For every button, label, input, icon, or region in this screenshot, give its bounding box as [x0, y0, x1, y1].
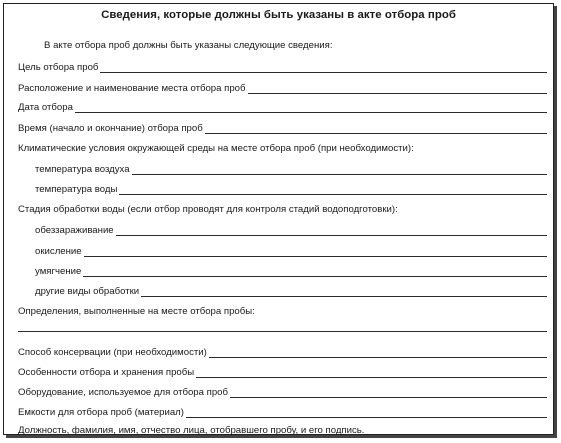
time-label: Время (начало и окончание) отбора проб	[18, 123, 203, 134]
other-treatment-blank[interactable]	[141, 287, 547, 297]
preservation-blank[interactable]	[209, 348, 547, 358]
containers-blank[interactable]	[186, 408, 547, 418]
field-equipment	[18, 387, 547, 398]
intro-label: В акте отбора проб должны быть указаны следующие сведения:	[44, 40, 333, 51]
intro-text	[44, 40, 547, 51]
field-other-treatment	[35, 286, 547, 297]
climate-label: Климатические условия окружающей среды на месте отбора проб (при необходимости):	[18, 143, 414, 154]
disinfection-blank[interactable]	[116, 226, 547, 236]
field-onsite-determinations	[18, 306, 547, 317]
location-blank[interactable]	[248, 84, 547, 94]
preservation-label: Способ консервации (при необходимости)	[18, 347, 207, 358]
form-title: Сведения, которые должны быть указаны в акте отбора проб	[101, 9, 456, 21]
softening-blank[interactable]	[83, 267, 547, 277]
location-label: Расположение и наименование места отбора проб	[18, 83, 246, 94]
field-sampler	[18, 425, 547, 436]
water-temp-blank[interactable]	[119, 185, 547, 195]
date-label: Дата отбора	[18, 102, 73, 113]
air-temp-label: температура воздуха	[35, 164, 130, 175]
field-oxidation	[35, 246, 547, 257]
storage-label: Особенности отбора и хранения пробы	[18, 367, 195, 378]
disinfection-label: обеззараживание	[35, 225, 114, 236]
field-disinfection	[35, 225, 547, 236]
sampling-act-form	[3, 3, 554, 435]
storage-blank[interactable]	[196, 368, 547, 378]
treatment-stage-label: Стадия обработки воды (если отбор проводят для контроля стадий водоподготовки):	[18, 204, 398, 215]
field-date	[18, 102, 547, 113]
oxidation-blank[interactable]	[84, 247, 547, 257]
field-climate	[18, 143, 547, 154]
onsite-determinations-blank[interactable]	[18, 331, 547, 332]
field-preservation	[18, 347, 547, 358]
field-air-temp	[35, 164, 547, 175]
purpose-label: Цель отбора проб	[18, 62, 99, 73]
containers-label: Емкости для отбора проб (материал)	[18, 407, 184, 418]
onsite-determinations-label: Определения, выполненные на месте отбора пробы:	[18, 306, 255, 317]
air-temp-blank[interactable]	[132, 165, 547, 175]
water-temp-label: температура воды	[35, 184, 118, 195]
time-blank[interactable]	[205, 124, 547, 134]
date-blank[interactable]	[75, 103, 547, 113]
equipment-label: Оборудование, используемое для отбора проб	[18, 387, 229, 398]
field-time	[18, 123, 547, 134]
softening-label: умягчение	[35, 266, 82, 277]
field-softening	[35, 266, 547, 277]
other-treatment-label: другие виды обработки	[35, 286, 140, 297]
field-location	[18, 83, 547, 94]
equipment-blank[interactable]	[230, 388, 547, 398]
oxidation-label: окисление	[35, 246, 82, 257]
sampler-label: Должность, фамилия, имя, отчество лица, отобравшего пробу, и его подпись.	[18, 425, 365, 436]
field-containers	[18, 407, 547, 418]
field-water-temp	[35, 184, 547, 195]
field-purpose	[18, 62, 547, 73]
purpose-blank[interactable]	[100, 63, 547, 73]
field-storage	[18, 367, 547, 378]
field-treatment-stage	[18, 204, 547, 215]
